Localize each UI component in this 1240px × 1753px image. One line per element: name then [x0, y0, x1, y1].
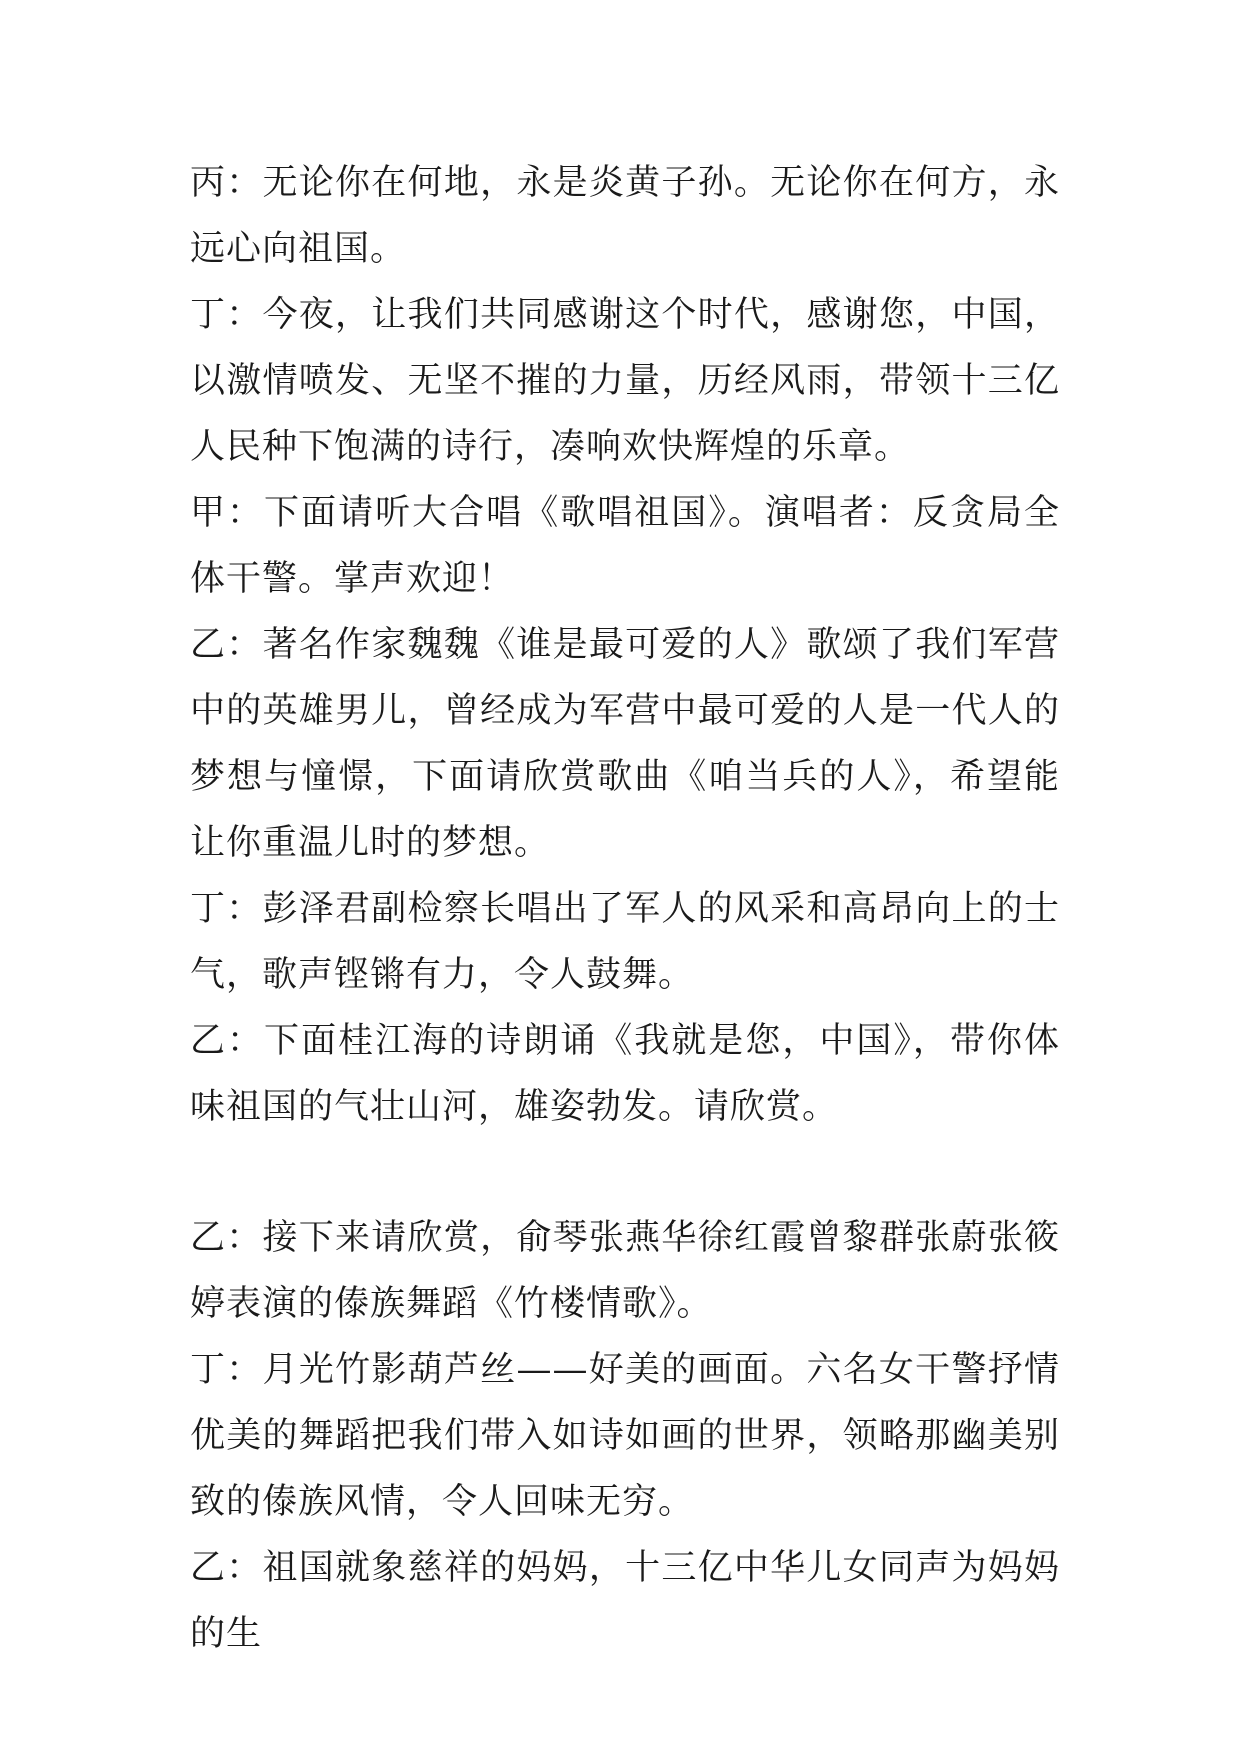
paragraph-bing-1: 丙：无论你在何地，永是炎黄子孙。无论你在何方，永远心向祖国。: [190, 163, 1060, 269]
paragraph-yi-2: 乙：下面桂江海的诗朗诵《我就是您，中国》，带你体味祖国的气壮山河，雄姿勃发。请欣赏。: [190, 1021, 1060, 1127]
paragraph-yi-4: 乙：祖国就象慈祥的妈妈，十三亿中华儿女同声为妈妈的生: [190, 1548, 1060, 1654]
paragraph-yi-3: 乙：接下来请欣赏，俞琴张燕华徐红霞曾黎群张蔚张筱婷表演的傣族舞蹈《竹楼情歌》。: [190, 1218, 1060, 1324]
section-gap: [190, 1140, 1060, 1205]
paragraph-ding-3: 丁：月光竹影葫芦丝——好美的画面。六名女干警抒情优美的舞蹈把我们带入如诗如画的世界，领略那幽美别致的傣族风情，令人回味无穷。: [190, 1350, 1060, 1522]
paragraph-jia-1: 甲：下面请听大合唱《歌唱祖国》。演唱者：反贪局全体干警。掌声欢迎！: [190, 493, 1060, 599]
paragraph-ding-2: 丁：彭泽君副检察长唱出了军人的风采和高昂向上的士气，歌声铿锵有力，令人鼓舞。: [190, 889, 1060, 995]
paragraph-ding-1: 丁：今夜，让我们共同感谢这个时代，感谢您，中国，以激情喷发、无坚不摧的力量，历经风雨，带领十三亿人民种下饱满的诗行，凑响欢快辉煌的乐章。: [190, 295, 1060, 467]
paragraph-yi-1: 乙：著名作家魏魏《谁是最可爱的人》歌颂了我们军营中的英雄男儿，曾经成为军营中最可爱的人是一代人的梦想与憧憬，下面请欣赏歌曲《咱当兵的人》，希望能让你重温儿时的梦想。: [190, 625, 1060, 863]
document-body: [190, 150, 1060, 1667]
